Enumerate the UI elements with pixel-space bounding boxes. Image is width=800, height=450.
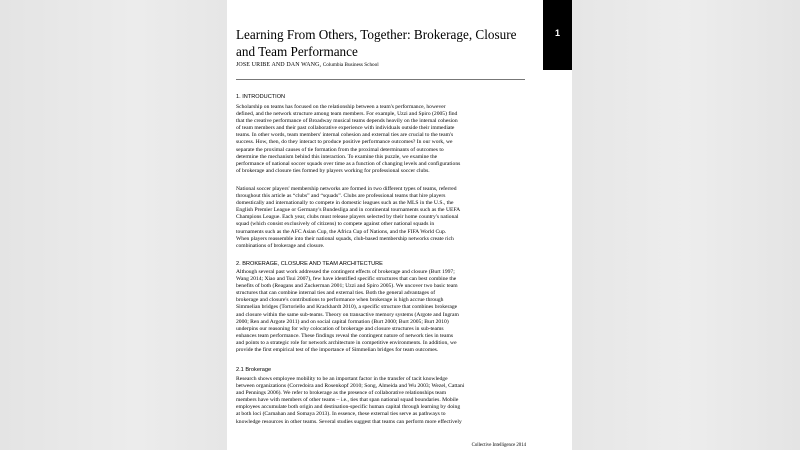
text-line: teams. In other words, team members' internal cohesion and external ties are crucial to the team's xyxy=(236,132,454,139)
section-2-paragraph xyxy=(236,269,527,354)
text-line: 2000; Ren and Argote 2011) and on social capital formation (Burt 2000; Burt 2005; Burt 2010) xyxy=(236,318,449,325)
subsection-2-1-paragraph xyxy=(236,376,527,426)
text-line: separate the proximal causes of tie formation from the proximal determinants of outcomes to xyxy=(236,146,444,153)
text-line: Simmelian bridges (Tortoriello and Krackhardt 2010), a specific structure that combines brokerage xyxy=(236,304,458,311)
text-line: National soccer players' membership networks are formed in two different types of teams, referred xyxy=(236,186,457,192)
text-line: Wang 2014; Xiao and Tsui 2007), few have identified specific structures that can best combine the xyxy=(236,276,457,283)
intro-paragraph-2 xyxy=(236,186,527,250)
header-rule xyxy=(236,79,525,80)
text-line: determine the mechanism behind this interaction. To examine this puzzle, we examine the xyxy=(236,153,438,160)
author-line xyxy=(236,62,536,68)
title-line-2: and Team Performance xyxy=(236,44,358,59)
text-line: performance of national soccer squads over time as a function of changing levels and configurations xyxy=(236,160,461,167)
section-1-heading: 1. INTRODUCTION xyxy=(236,94,286,100)
left-background xyxy=(0,0,227,450)
text-line: domestically and internationally to compete in domestic leagues such as the MLS in the U.S., the xyxy=(236,200,454,207)
section-2-heading: 2. BROKERAGE, CLOSURE AND TEAM ARCHITECTURE xyxy=(236,261,383,267)
text-line: benefits of both (Reagans and Zuckerman 2001; Uzzi and Spiro 2005). We uncover two basic team xyxy=(236,283,458,290)
text-line: between organizations (Corredoira and Rosenkopf 2010; Song, Almeida and Wu 2003; Wezel, Cattani xyxy=(236,383,465,390)
paper-title xyxy=(236,26,536,60)
text-line: When players reassemble into their national squads, club-based membership networks create rich xyxy=(236,235,454,242)
text-line: brokerage and closure's contributions to performance when brokerage is high accrue through xyxy=(236,297,444,304)
page-number-tab: 1 xyxy=(543,0,572,70)
text-line: provide the first empirical test of the importance of Simmelian bridges for team outcomes. xyxy=(236,347,439,354)
text-line: enhances team performance. These findings reveal the contingent nature of network ties in teams xyxy=(236,332,454,339)
text-line: and points to a strategic role for network architecture in competitive environments. In addition, we xyxy=(236,339,457,346)
text-line: Although several past work addressed the contingent effects of brokerage and closure (Burt 1997; xyxy=(236,269,455,275)
text-line: underpins our reasoning for why colocation of brokerage and closure structures in sub-teams xyxy=(236,325,444,332)
text-line: tournaments such as the AFC Asian Cup, the Africa Cup of Nations, and the FIFA World Cup. xyxy=(236,228,447,235)
text-line: at both loci (Carnahan and Somaya 2013). In essence, these external ties serve as pathways to xyxy=(236,411,446,418)
text-line: of team members and their past collaborative experience with individuals outside their immediate xyxy=(236,125,455,132)
text-line: Champions League. Each year, clubs must release players selected by their home country's national xyxy=(236,214,459,221)
text-line: of brokerage and closure ties formed by players working for professional soccer clubs. xyxy=(236,167,430,174)
text-line: combinations of brokerage and closure. xyxy=(236,242,325,249)
text-line: English Premier League or Germany's Bundesliga and in continental tournaments such as the UEFA xyxy=(236,207,461,214)
text-line: success. How, then, do they interact to produce positive performance outcomes? In our work, we xyxy=(236,139,453,146)
text-line: and closure within the same sub-teams. Theory on transactive memory systems (Argote and Ingram xyxy=(236,311,459,318)
text-line: members have with members of other teams – i.e., ties that span national squad boundaries. Mobile xyxy=(236,397,459,404)
text-line: squad (which consist exclusively of citizens) to compete against other national squads in xyxy=(236,221,435,228)
text-line: and Pennings 2006). We refer to brokerage as the presence of collaborative relationships team xyxy=(236,390,447,397)
title-line-1: Learning From Others, Together: Brokerage, Closure xyxy=(236,27,517,42)
text-line: throughout this article as “clubs” and “squads”. Clubs are professional teams that hire players xyxy=(236,193,446,200)
text-line: defined, and the network structure among team members. For example, Uzzi and Spiro (2005) find xyxy=(236,111,458,118)
text-line: structures that can combine internal ties and external ties. Both the general advantages of xyxy=(236,290,436,297)
text-line: Scholarship on teams has focused on the relationship between a team's performance, however xyxy=(236,104,446,110)
text-line: employees accumulate both origin and destination-specific human capital through learning by doing xyxy=(236,404,461,411)
page-footer: Collective Intelligence 2014 xyxy=(471,443,526,448)
right-background xyxy=(572,0,800,450)
text-line: knowledge resources in other teams. Several studies suggest that teams can perform more effectively xyxy=(236,418,462,425)
intro-paragraph-1 xyxy=(236,104,527,175)
authors: JOSE URIBE AND DAN WANG, xyxy=(236,62,322,68)
affiliation: Columbia Business School xyxy=(322,62,379,68)
subsection-2-1-heading: 2.1 Brokerage xyxy=(236,367,272,373)
text-line: that the creative performance of Broadway musical teams depends heavily on the internal cohesion xyxy=(236,118,458,125)
text-line: Research shows employee mobility to be an important factor in the transfer of tacit knowledge xyxy=(236,376,448,382)
